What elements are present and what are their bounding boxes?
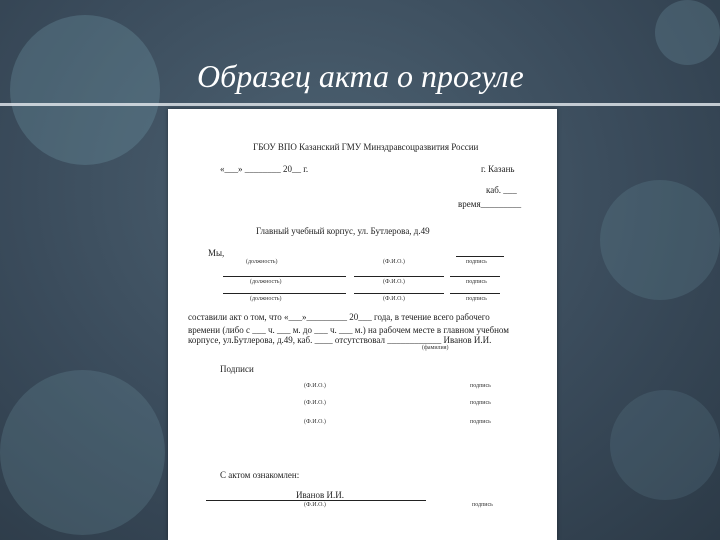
- decorative-circle: [0, 370, 165, 535]
- fio-caption: (Ф.И.О.): [304, 502, 326, 508]
- act-location: Главный учебный корпус, ул. Бутлерова, д.49: [256, 226, 430, 236]
- body-line: составили акт о том, что «___»_________ 20___ года, в течение всего рабочего: [188, 312, 490, 322]
- fio-caption: (Ф.И.О.): [383, 279, 405, 285]
- act-date: «___» ________ 20__ г.: [220, 164, 309, 174]
- line: [450, 276, 500, 277]
- line: [354, 293, 444, 294]
- body-line: корпусе, ул.Бутлерова, д.49, каб. ____ отсутствовал ____________ Иванов И.И.: [188, 335, 492, 345]
- line: [456, 256, 504, 257]
- decorative-circle: [10, 15, 160, 165]
- fio-caption: (Ф.И.О.): [383, 259, 405, 265]
- line: [223, 276, 346, 277]
- fio-caption: (Ф.И.О.): [304, 383, 326, 389]
- slide-title: Образец акта о прогуле: [197, 58, 524, 94]
- act-city: г. Казань: [481, 164, 515, 174]
- org-name: ГБОУ ВПО Казанский ГМУ Минздравсоцразвития России: [253, 142, 479, 152]
- line: [206, 500, 426, 501]
- line: [223, 293, 346, 294]
- sign-caption: подпись: [470, 400, 491, 406]
- sign-caption: подпись: [470, 383, 491, 389]
- acquainted-name: Иванов И.И.: [296, 490, 344, 500]
- position-caption: (должность): [246, 259, 278, 265]
- title-divider: [0, 103, 720, 106]
- sign-caption: подпись: [472, 502, 493, 508]
- line: [450, 293, 500, 294]
- decorative-circle: [655, 0, 720, 65]
- sign-caption: подпись: [466, 279, 487, 285]
- act-room: каб. ___: [486, 185, 517, 195]
- document-page: [168, 109, 557, 540]
- decorative-circle: [600, 180, 720, 300]
- position-caption: (должность): [250, 279, 282, 285]
- fio-caption: (Ф.И.О.): [304, 419, 326, 425]
- sign-caption: подпись: [466, 259, 487, 265]
- fio-caption: (Ф.И.О.): [304, 400, 326, 406]
- fio-caption: (Ф.И.О.): [383, 296, 405, 302]
- signatures-label: Подписи: [220, 364, 254, 374]
- position-caption: (должность): [250, 296, 282, 302]
- line: [354, 276, 444, 277]
- acquainted-label: С актом ознакомлен:: [220, 470, 300, 480]
- decorative-circle: [610, 390, 720, 500]
- body-line: времени (либо с ___ ч. ___ м. до ___ ч. ___ м.) на рабочем месте в главном учебном: [188, 325, 509, 335]
- sign-caption: подпись: [466, 296, 487, 302]
- body-caption: (фамилия): [422, 345, 449, 351]
- we-label: Мы,: [208, 248, 225, 258]
- act-time: время_________: [458, 199, 522, 209]
- sign-caption: подпись: [470, 419, 491, 425]
